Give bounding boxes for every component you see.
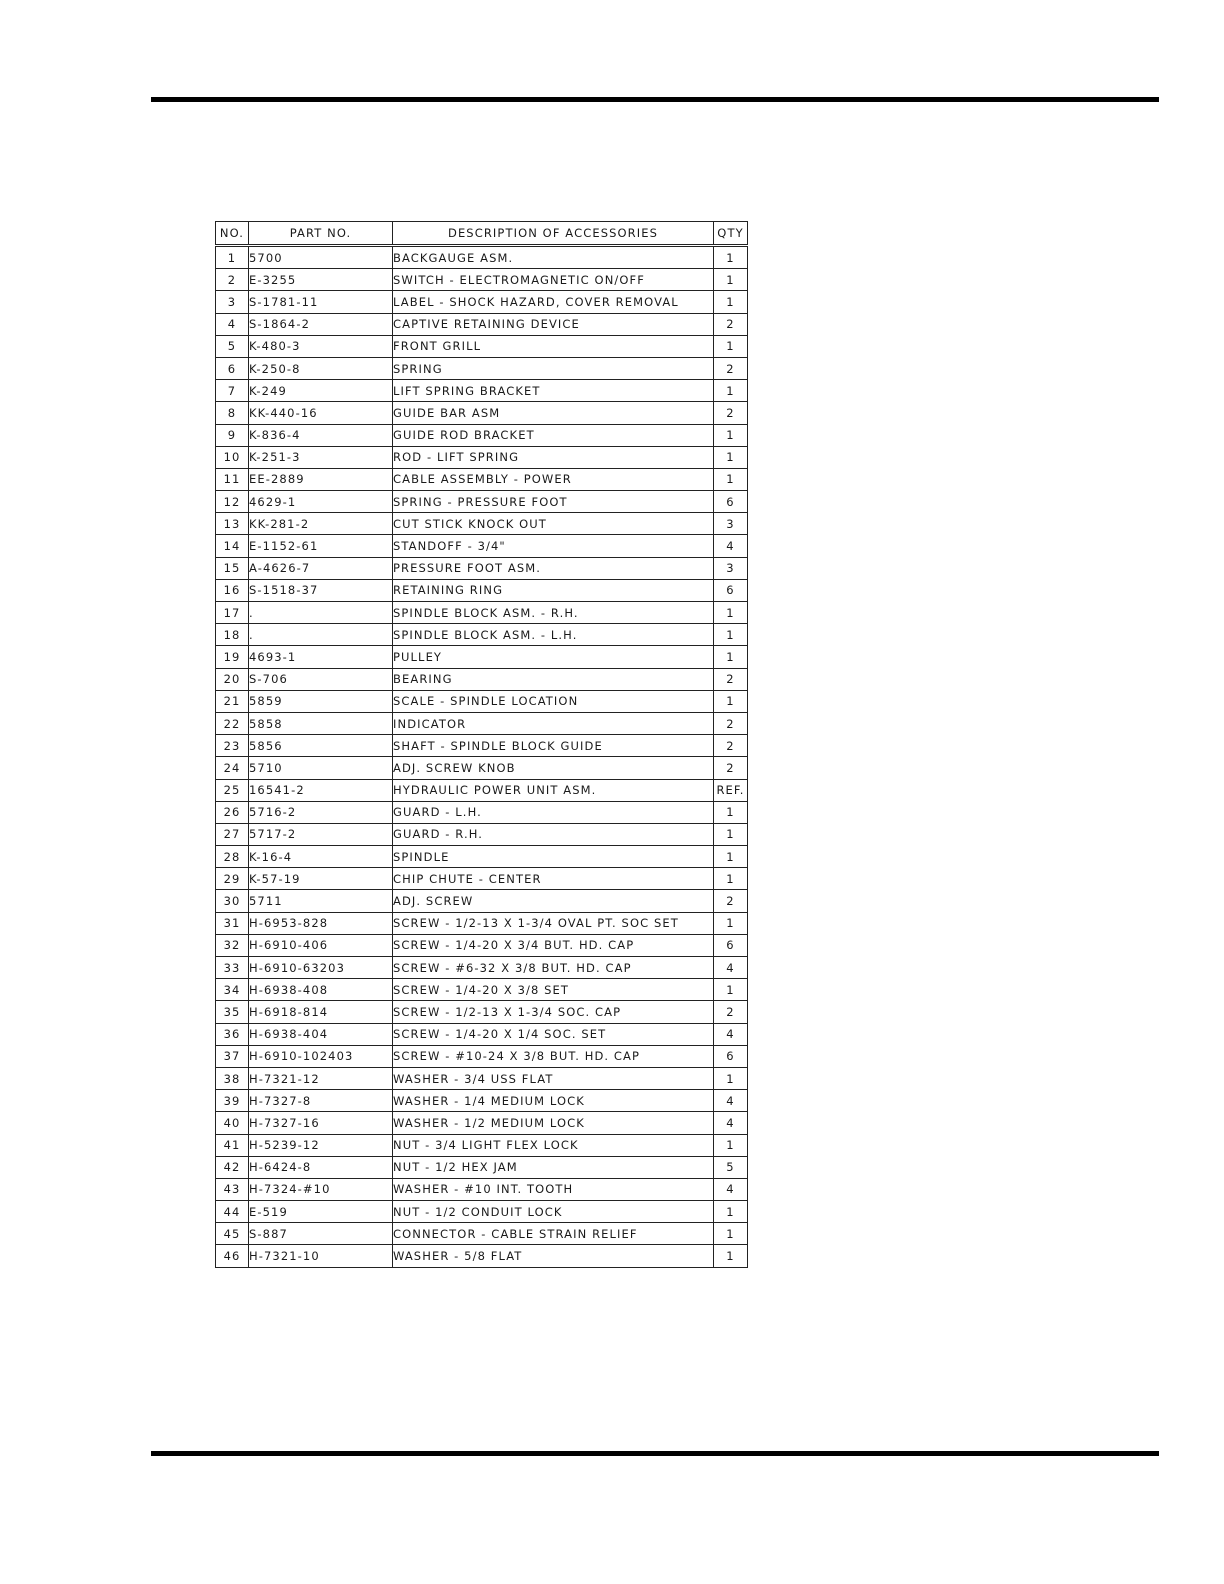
cell-part-no: 5716-2 xyxy=(249,801,393,823)
cell-no: 7 xyxy=(216,380,249,402)
table-row xyxy=(216,335,748,357)
cell-part-no: K-16-4 xyxy=(249,846,393,868)
table-row xyxy=(216,602,748,624)
cell-qty: 1 xyxy=(714,868,748,890)
cell-qty: 6 xyxy=(714,579,748,601)
cell-part-no: K-250-8 xyxy=(249,357,393,379)
cell-description: BEARING xyxy=(393,668,714,690)
table-row xyxy=(216,1112,748,1134)
cell-qty: 6 xyxy=(714,1045,748,1067)
cell-description: INDICATOR xyxy=(393,712,714,734)
table-row xyxy=(216,1134,748,1156)
cell-no: 2 xyxy=(216,269,249,291)
cell-qty: 2 xyxy=(714,313,748,335)
cell-qty: 5 xyxy=(714,1156,748,1178)
table-row xyxy=(216,1023,748,1045)
cell-description: SPINDLE BLOCK ASM. - L.H. xyxy=(393,624,714,646)
cell-qty: 6 xyxy=(714,934,748,956)
cell-description: SCREW - #10-24 X 3/8 BUT. HD. CAP xyxy=(393,1045,714,1067)
cell-part-no: H-7324-#10 xyxy=(249,1178,393,1200)
table-row xyxy=(216,402,748,424)
cell-description: HYDRAULIC POWER UNIT ASM. xyxy=(393,779,714,801)
cell-no: 14 xyxy=(216,535,249,557)
cell-description: WASHER - 1/2 MEDIUM LOCK xyxy=(393,1112,714,1134)
cell-description: CABLE ASSEMBLY - POWER xyxy=(393,468,714,490)
cell-qty: 1 xyxy=(714,1067,748,1089)
table-row xyxy=(216,246,748,269)
cell-part-no: 5700 xyxy=(249,246,393,269)
cell-description: SPINDLE BLOCK ASM. - R.H. xyxy=(393,602,714,624)
cell-part-no: K-836-4 xyxy=(249,424,393,446)
cell-description: ADJ. SCREW xyxy=(393,890,714,912)
cell-part-no: H-6910-406 xyxy=(249,934,393,956)
cell-no: 26 xyxy=(216,801,249,823)
table-row xyxy=(216,779,748,801)
cell-part-no: 4629-1 xyxy=(249,491,393,513)
cell-part-no: H-6910-102403 xyxy=(249,1045,393,1067)
table-row xyxy=(216,579,748,601)
table-row xyxy=(216,1045,748,1067)
header-part-no: PART NO. xyxy=(249,222,393,246)
cell-part-no: H-7321-12 xyxy=(249,1067,393,1089)
table-row xyxy=(216,934,748,956)
cell-no: 39 xyxy=(216,1090,249,1112)
cell-part-no: 4693-1 xyxy=(249,646,393,668)
cell-qty: 3 xyxy=(714,513,748,535)
cell-no: 42 xyxy=(216,1156,249,1178)
table-row xyxy=(216,468,748,490)
table-row xyxy=(216,1178,748,1200)
cell-qty: 1 xyxy=(714,269,748,291)
cell-part-no: H-6424-8 xyxy=(249,1156,393,1178)
table-row xyxy=(216,801,748,823)
bottom-rule xyxy=(151,1451,1159,1456)
table-row xyxy=(216,491,748,513)
cell-no: 22 xyxy=(216,712,249,734)
cell-qty: 4 xyxy=(714,535,748,557)
header-no: NO. xyxy=(216,222,249,246)
cell-part-no: H-6918-814 xyxy=(249,1001,393,1023)
cell-part-no: E-3255 xyxy=(249,269,393,291)
cell-no: 10 xyxy=(216,446,249,468)
cell-no: 24 xyxy=(216,757,249,779)
cell-description: CAPTIVE RETAINING DEVICE xyxy=(393,313,714,335)
cell-no: 18 xyxy=(216,624,249,646)
table-row xyxy=(216,1090,748,1112)
cell-part-no: 16541-2 xyxy=(249,779,393,801)
cell-qty: 1 xyxy=(714,801,748,823)
cell-no: 4 xyxy=(216,313,249,335)
table-row xyxy=(216,912,748,934)
header-description: DESCRIPTION OF ACCESSORIES xyxy=(393,222,714,246)
table-row xyxy=(216,624,748,646)
cell-no: 29 xyxy=(216,868,249,890)
cell-description: RETAINING RING xyxy=(393,579,714,601)
cell-qty: 1 xyxy=(714,380,748,402)
cell-qty: 1 xyxy=(714,468,748,490)
cell-no: 11 xyxy=(216,468,249,490)
cell-description: WASHER - 1/4 MEDIUM LOCK xyxy=(393,1090,714,1112)
cell-qty: 2 xyxy=(714,712,748,734)
cell-part-no: A-4626-7 xyxy=(249,557,393,579)
cell-no: 40 xyxy=(216,1112,249,1134)
cell-no: 28 xyxy=(216,846,249,868)
cell-description: SCREW - 1/4-20 X 1/4 SOC. SET xyxy=(393,1023,714,1045)
cell-part-no: . xyxy=(249,624,393,646)
cell-part-no: KK-281-2 xyxy=(249,513,393,535)
cell-no: 5 xyxy=(216,335,249,357)
cell-qty: 1 xyxy=(714,979,748,1001)
cell-qty: 1 xyxy=(714,823,748,845)
cell-qty: 1 xyxy=(714,246,748,269)
cell-no: 1 xyxy=(216,246,249,269)
cell-no: 12 xyxy=(216,491,249,513)
cell-description: SPINDLE xyxy=(393,846,714,868)
cell-no: 46 xyxy=(216,1245,249,1267)
accessories-parts-table xyxy=(215,221,748,1268)
table-row xyxy=(216,557,748,579)
cell-qty: 3 xyxy=(714,557,748,579)
cell-no: 20 xyxy=(216,668,249,690)
table-row xyxy=(216,735,748,757)
cell-part-no: KK-440-16 xyxy=(249,402,393,424)
cell-description: SWITCH - ELECTROMAGNETIC ON/OFF xyxy=(393,269,714,291)
table-row xyxy=(216,846,748,868)
cell-qty: 4 xyxy=(714,1178,748,1200)
cell-no: 44 xyxy=(216,1201,249,1223)
cell-no: 13 xyxy=(216,513,249,535)
cell-no: 41 xyxy=(216,1134,249,1156)
table-row xyxy=(216,823,748,845)
cell-no: 21 xyxy=(216,690,249,712)
table-row xyxy=(216,1201,748,1223)
cell-no: 38 xyxy=(216,1067,249,1089)
cell-no: 37 xyxy=(216,1045,249,1067)
table-row xyxy=(216,712,748,734)
cell-part-no: S-706 xyxy=(249,668,393,690)
cell-part-no: S-1864-2 xyxy=(249,313,393,335)
table-row xyxy=(216,690,748,712)
cell-no: 34 xyxy=(216,979,249,1001)
table-row xyxy=(216,646,748,668)
cell-part-no: 5859 xyxy=(249,690,393,712)
cell-qty: 1 xyxy=(714,602,748,624)
table-row xyxy=(216,890,748,912)
cell-description: SPRING xyxy=(393,357,714,379)
table-body xyxy=(216,246,748,1268)
cell-part-no: H-6910-63203 xyxy=(249,957,393,979)
cell-part-no: H-6938-404 xyxy=(249,1023,393,1045)
top-rule xyxy=(151,97,1159,102)
cell-description: SCREW - 1/4-20 X 3/4 BUT. HD. CAP xyxy=(393,934,714,956)
cell-description: GUIDE BAR ASM xyxy=(393,402,714,424)
table-row xyxy=(216,357,748,379)
table-row xyxy=(216,446,748,468)
cell-description: BACKGAUGE ASM. xyxy=(393,246,714,269)
cell-qty: 4 xyxy=(714,1023,748,1045)
cell-no: 36 xyxy=(216,1023,249,1045)
cell-part-no: H-7327-16 xyxy=(249,1112,393,1134)
cell-qty: 4 xyxy=(714,957,748,979)
cell-qty: 1 xyxy=(714,446,748,468)
table-row xyxy=(216,979,748,1001)
cell-description: ROD - LIFT SPRING xyxy=(393,446,714,468)
cell-description: SCREW - 1/2-13 X 1-3/4 OVAL PT. SOC SET xyxy=(393,912,714,934)
cell-qty: 1 xyxy=(714,1223,748,1245)
cell-qty: 4 xyxy=(714,1090,748,1112)
cell-description: SCREW - 1/4-20 X 3/8 SET xyxy=(393,979,714,1001)
cell-qty: 1 xyxy=(714,424,748,446)
table-row xyxy=(216,1001,748,1023)
cell-qty: 2 xyxy=(714,735,748,757)
cell-no: 30 xyxy=(216,890,249,912)
cell-description: GUARD - R.H. xyxy=(393,823,714,845)
cell-qty: 1 xyxy=(714,624,748,646)
cell-qty: 2 xyxy=(714,1001,748,1023)
cell-description: WASHER - 5/8 FLAT xyxy=(393,1245,714,1267)
cell-no: 31 xyxy=(216,912,249,934)
cell-description: CUT STICK KNOCK OUT xyxy=(393,513,714,535)
cell-part-no: S-1781-11 xyxy=(249,291,393,313)
table-row xyxy=(216,291,748,313)
header-row xyxy=(216,222,748,246)
cell-part-no: H-6953-828 xyxy=(249,912,393,934)
cell-no: 43 xyxy=(216,1178,249,1200)
cell-qty: 6 xyxy=(714,491,748,513)
cell-qty: 1 xyxy=(714,646,748,668)
cell-description: PULLEY xyxy=(393,646,714,668)
cell-qty: 2 xyxy=(714,357,748,379)
table-row xyxy=(216,1223,748,1245)
cell-part-no: 5856 xyxy=(249,735,393,757)
table-row xyxy=(216,269,748,291)
cell-part-no: E-1152-61 xyxy=(249,535,393,557)
cell-description: SPRING - PRESSURE FOOT xyxy=(393,491,714,513)
cell-description: CONNECTOR - CABLE STRAIN RELIEF xyxy=(393,1223,714,1245)
cell-description: GUARD - L.H. xyxy=(393,801,714,823)
cell-part-no: . xyxy=(249,602,393,624)
cell-no: 25 xyxy=(216,779,249,801)
cell-no: 15 xyxy=(216,557,249,579)
cell-description: GUIDE ROD BRACKET xyxy=(393,424,714,446)
cell-no: 9 xyxy=(216,424,249,446)
cell-part-no: K-249 xyxy=(249,380,393,402)
cell-qty: 1 xyxy=(714,1134,748,1156)
cell-no: 6 xyxy=(216,357,249,379)
cell-qty: 2 xyxy=(714,402,748,424)
cell-description: WASHER - 3/4 USS FLAT xyxy=(393,1067,714,1089)
cell-no: 17 xyxy=(216,602,249,624)
table-row xyxy=(216,380,748,402)
cell-no: 23 xyxy=(216,735,249,757)
header-qty: QTY xyxy=(714,222,748,246)
table-row xyxy=(216,668,748,690)
cell-description: NUT - 1/2 CONDUIT LOCK xyxy=(393,1201,714,1223)
cell-description: NUT - 1/2 HEX JAM xyxy=(393,1156,714,1178)
cell-description: FRONT GRILL xyxy=(393,335,714,357)
cell-description: SCALE - SPINDLE LOCATION xyxy=(393,690,714,712)
cell-no: 45 xyxy=(216,1223,249,1245)
cell-qty: 1 xyxy=(714,1245,748,1267)
cell-part-no: K-57-19 xyxy=(249,868,393,890)
cell-description: LABEL - SHOCK HAZARD, COVER REMOVAL xyxy=(393,291,714,313)
cell-part-no: E-519 xyxy=(249,1201,393,1223)
cell-part-no: S-887 xyxy=(249,1223,393,1245)
cell-description: PRESSURE FOOT ASM. xyxy=(393,557,714,579)
table-row xyxy=(216,313,748,335)
table-row xyxy=(216,757,748,779)
cell-description: STANDOFF - 3/4" xyxy=(393,535,714,557)
table-row xyxy=(216,1245,748,1267)
cell-qty: REF. xyxy=(714,779,748,801)
cell-description: SHAFT - SPINDLE BLOCK GUIDE xyxy=(393,735,714,757)
cell-qty: 1 xyxy=(714,846,748,868)
cell-part-no: 5717-2 xyxy=(249,823,393,845)
table-row xyxy=(216,957,748,979)
cell-no: 35 xyxy=(216,1001,249,1023)
cell-no: 3 xyxy=(216,291,249,313)
cell-no: 32 xyxy=(216,934,249,956)
table-row xyxy=(216,535,748,557)
cell-no: 19 xyxy=(216,646,249,668)
table-row xyxy=(216,1067,748,1089)
cell-no: 8 xyxy=(216,402,249,424)
cell-no: 27 xyxy=(216,823,249,845)
cell-part-no: EE-2889 xyxy=(249,468,393,490)
table-header xyxy=(216,222,748,246)
cell-part-no: 5711 xyxy=(249,890,393,912)
cell-qty: 1 xyxy=(714,335,748,357)
cell-qty: 2 xyxy=(714,668,748,690)
cell-part-no: K-480-3 xyxy=(249,335,393,357)
cell-description: LIFT SPRING BRACKET xyxy=(393,380,714,402)
cell-description: SCREW - 1/2-13 X 1-3/4 SOC. CAP xyxy=(393,1001,714,1023)
cell-part-no: S-1518-37 xyxy=(249,579,393,601)
table-row xyxy=(216,424,748,446)
cell-description: WASHER - #10 INT. TOOTH xyxy=(393,1178,714,1200)
cell-qty: 1 xyxy=(714,1201,748,1223)
cell-qty: 1 xyxy=(714,912,748,934)
cell-description: CHIP CHUTE - CENTER xyxy=(393,868,714,890)
cell-part-no: H-7327-8 xyxy=(249,1090,393,1112)
cell-description: NUT - 3/4 LIGHT FLEX LOCK xyxy=(393,1134,714,1156)
cell-part-no: 5858 xyxy=(249,712,393,734)
cell-qty: 1 xyxy=(714,291,748,313)
cell-part-no: H-6938-408 xyxy=(249,979,393,1001)
cell-description: SCREW - #6-32 X 3/8 BUT. HD. CAP xyxy=(393,957,714,979)
cell-qty: 2 xyxy=(714,890,748,912)
table-row xyxy=(216,513,748,535)
cell-part-no: H-7321-10 xyxy=(249,1245,393,1267)
cell-qty: 2 xyxy=(714,757,748,779)
table-row xyxy=(216,868,748,890)
cell-part-no: K-251-3 xyxy=(249,446,393,468)
cell-part-no: 5710 xyxy=(249,757,393,779)
cell-no: 16 xyxy=(216,579,249,601)
cell-qty: 1 xyxy=(714,690,748,712)
cell-qty: 4 xyxy=(714,1112,748,1134)
cell-part-no: H-5239-12 xyxy=(249,1134,393,1156)
cell-no: 33 xyxy=(216,957,249,979)
table-row xyxy=(216,1156,748,1178)
cell-description: ADJ. SCREW KNOB xyxy=(393,757,714,779)
